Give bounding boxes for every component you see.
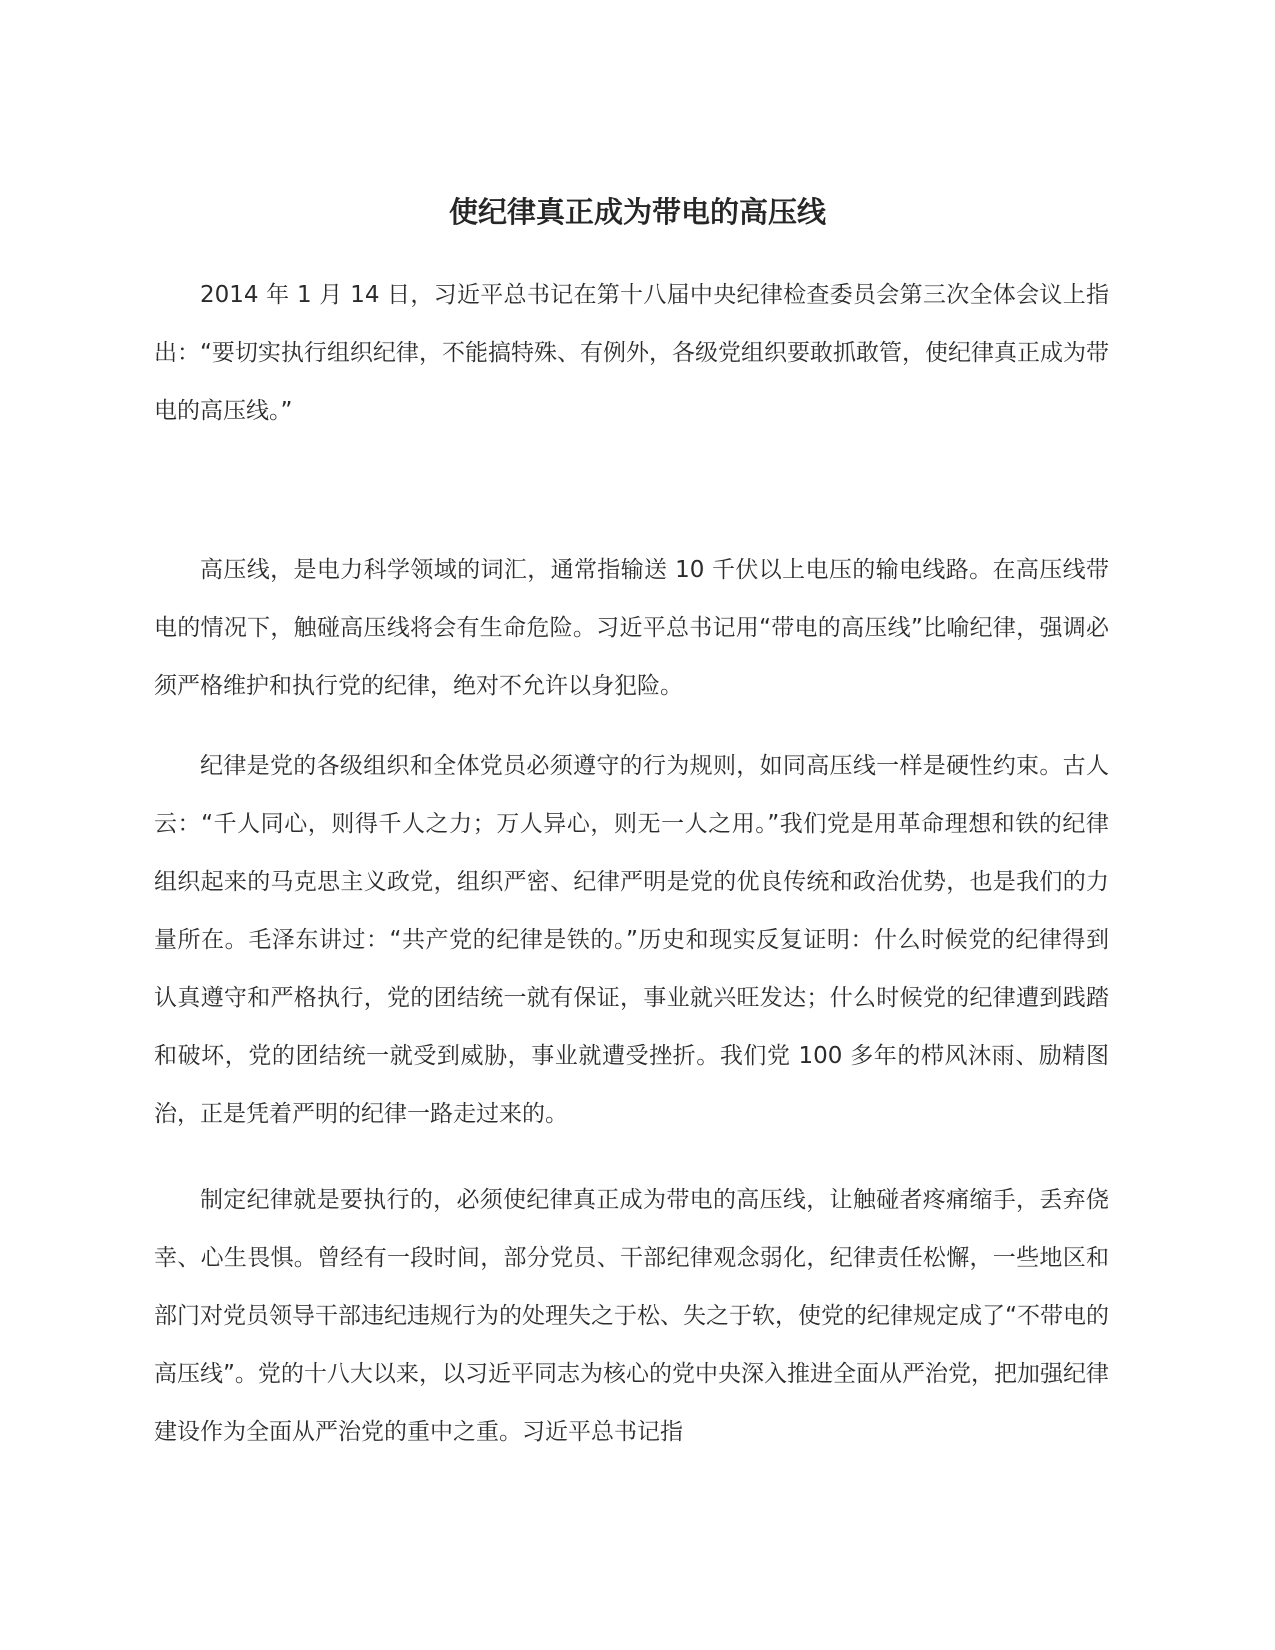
paragraph-3: 纪律是党的各级组织和全体党员必须遵守的行为规则，如同高压线一样是硬性约束。古人云：“千人同心，则得千人之力；万人异心，则无一人之用。”我们党是用革命理想和铁的纪律组织起来的马克思主义政党，组织严密、纪律严明是党的优良传统和政治优势，也是我们的力量所在。毛泽东讲过：“共产党的纪律是铁的。”历史和现实反复证明：什么时候党的纪律得到认真遵守和严格执行，党的团结统一就有保证，事业就兴旺发达；什么时候党的纪律遭到践踏和破坏，党的团结统一就受到威胁，事业就遭受挫折。我们党 100 多年的栉风沐雨、励精图治，正是凭着严明的纪律一路走过来的。 (154, 753, 1109, 1127)
paragraph-2: 高压线，是电力科学领域的词汇，通常指输送 10 千伏以上电压的输电线路。在高压线带电的情况下，触碰高压线将会有生命危险。习近平总书记用“带电的高压线”比喻纪律，强调必须严格维护和执行党的纪律，绝对不允许以身犯险。 (154, 557, 1109, 699)
paragraph-1: 2014 年 1 月 14 日，习近平总书记在第十八届中央纪律检查委员会第三次全体会议上指出：“要切实执行组织纪律，不能搞特殊、有例外，各级党组织要敢抓敢管，使纪律真正成为带电的高压线。” (154, 282, 1109, 424)
paragraph-4: 制定纪律就是要执行的，必须使纪律真正成为带电的高压线，让触碰者疼痛缩手，丢弃侥幸、心生畏惧。曾经有一段时间，部分党员、干部纪律观念弱化，纪律责任松懈，一些地区和部门对党员领导干部违纪违规行为的处理失之于松、失之于软，使党的纪律规定成了“不带电的高压线”。党的十八大以来，以习近平同志为核心的党中央深入推进全面从严治党，把加强纪律建设作为全面从严治党的重中之重。习近平总书记指 (154, 1187, 1109, 1445)
document-title: 使纪律真正成为带电的高压线 (448, 195, 826, 229)
